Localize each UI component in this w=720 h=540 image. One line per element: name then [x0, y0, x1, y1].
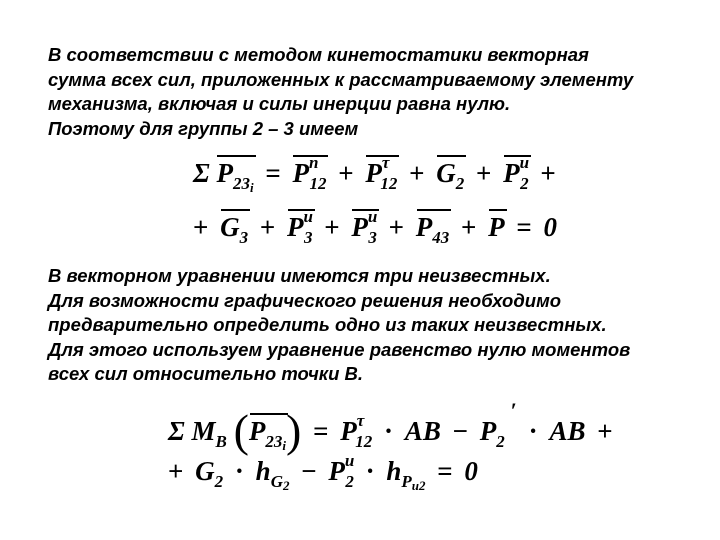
right-paren: ) [286, 405, 302, 456]
equals-sign: = [265, 158, 281, 188]
zero: 0 [464, 456, 478, 486]
plus-sign: + [259, 212, 276, 242]
vector-P23i: P23i [248, 416, 287, 453]
vector-P: P [488, 212, 505, 242]
moment-MB: MB [191, 416, 227, 451]
text-line: механизма, включая и силы инерции равна нулю. [48, 93, 511, 114]
vector-P3u: Pu3 [287, 207, 313, 247]
dot-operator: · [365, 456, 375, 486]
plus-sign: + [193, 212, 209, 242]
dot-operator: · [384, 416, 394, 446]
text-line: Для этого используем уравнение равенство нулю моментов [48, 338, 631, 360]
equation-moment-sum-line1 [168, 398, 618, 456]
text-line: В векторном уравнении имеются три неизвестных. [48, 265, 551, 286]
term-P2u: Pu2 [328, 451, 355, 491]
plus-sign: + [338, 158, 354, 188]
vector-P43: P43 [415, 212, 450, 247]
equation-force-sum-line1 [193, 153, 561, 195]
minus-sign: − [452, 416, 468, 446]
plus-sign: + [409, 158, 425, 188]
equals-sign: = [437, 456, 453, 486]
plus-sign: + [168, 456, 184, 486]
term-AB: AB [549, 416, 586, 446]
text-line: сумма всех сил, приложенных к рассматриваемому элементу [48, 68, 634, 90]
equals-sign: = [516, 212, 532, 242]
vector-P12n: Pn12 [292, 153, 327, 193]
vector-G3: G3 [220, 212, 249, 247]
term-AB: AB [404, 416, 441, 446]
plus-sign: + [461, 212, 477, 242]
term-G2: G2 [195, 456, 224, 491]
term-hG2: hG2 [255, 456, 290, 493]
text-line: предварительно определить одно из таких неизвестных. [48, 314, 607, 335]
paragraph-intro [48, 43, 708, 141]
term-P12tau: Pτ12 [340, 411, 373, 451]
plus-sign: + [540, 158, 556, 188]
paragraph-moments [48, 264, 708, 387]
text-line: всех сил относительно точки B. [48, 363, 364, 384]
plus-sign: + [324, 212, 340, 242]
text-line: Для возможности графического решения необходимо [48, 289, 562, 311]
minus-sign: − [301, 456, 317, 486]
sigma-symbol: Σ [193, 158, 210, 188]
equation-moment-sum-line2 [168, 451, 478, 493]
dot-operator: · [234, 456, 244, 486]
zero: 0 [543, 212, 558, 242]
text-line: Поэтому для группы 2 – 3 имеем [48, 117, 359, 139]
term-hP2u: hPu2 [386, 456, 426, 493]
text-line: В соответствии с методом кинетостатики векторная [48, 44, 589, 65]
vector-P12tau: Pτ12 [365, 153, 398, 193]
term-P2prime: P2′ [479, 398, 517, 451]
plus-sign: + [476, 158, 492, 188]
vector-P3u-second: Pu3 [351, 207, 378, 247]
dot-operator: · [528, 416, 538, 446]
sigma-symbol: Σ [168, 416, 185, 446]
left-paren: ( [233, 405, 249, 456]
plus-sign: + [388, 212, 404, 242]
vector-G2: G2 [436, 158, 465, 193]
equation-force-sum-line2 [193, 207, 558, 247]
plus-sign: + [597, 416, 613, 446]
equals-sign: = [313, 416, 329, 446]
vector-P23i: P23i [216, 158, 254, 195]
vector-P2u: Pu2 [503, 153, 530, 193]
